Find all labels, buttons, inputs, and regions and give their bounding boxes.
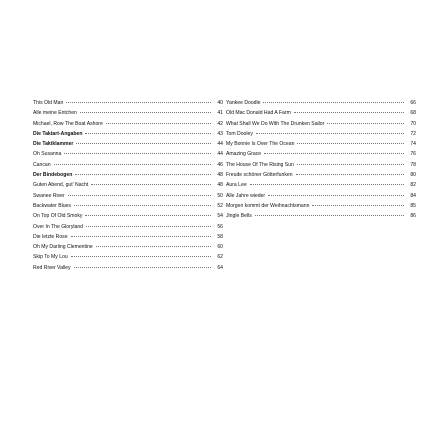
toc-column-left [33, 98, 223, 273]
toc-entry-page: 44 [217, 141, 223, 148]
toc-entry [33, 170, 223, 180]
toc-entry-title: My Bonnie Is Over The Ocean [226, 141, 295, 148]
dot-leader [75, 174, 211, 175]
toc-entry-title: Oh Susanna [33, 151, 62, 158]
toc-entry-page: 86 [410, 213, 416, 220]
toc-entry-title: Amazing Grace [226, 151, 262, 158]
toc-entry-title: Guten Abend, gut' Nacht [33, 182, 89, 189]
toc-entry-page: 68 [410, 110, 416, 117]
dot-leader [106, 123, 211, 124]
toc-entry-title: The House Of The Rising Sun [226, 161, 294, 168]
dot-leader [327, 123, 404, 124]
toc-entry [33, 108, 223, 118]
toc-entry [33, 149, 223, 159]
dot-leader [312, 205, 404, 206]
toc-entry-page: 72 [410, 130, 416, 137]
toc-entry-page: 62 [217, 254, 223, 261]
dot-leader [250, 184, 404, 185]
toc-entry-title: Alle Jahre wieder [226, 192, 266, 199]
toc-entry-page: 46 [217, 161, 223, 168]
dot-leader [80, 112, 211, 113]
toc-entry-title: Swanee River [33, 192, 65, 199]
toc-entry-title: Die letzte Rose [33, 233, 68, 240]
toc-entry [33, 180, 223, 190]
toc-entry-page: 70 [410, 120, 416, 127]
toc-entry [33, 222, 223, 232]
toc-entry [226, 180, 416, 190]
toc-entry-title: Jingle Bells [226, 213, 252, 220]
dot-leader [64, 153, 211, 154]
toc-entry-title: Red River Valley [33, 264, 71, 271]
toc-entry-page: 74 [410, 141, 416, 148]
toc-entry-title: Cancan [33, 161, 51, 168]
toc-entry [33, 242, 223, 252]
dot-leader [85, 215, 211, 216]
toc-entry-title: Freude schöner Götterfunken [226, 172, 293, 179]
toc-entry-page: 40 [217, 100, 223, 106]
toc-entry [226, 108, 416, 118]
toc-column-right [226, 98, 416, 222]
dot-leader [297, 164, 404, 165]
toc-entry-page: 48 [217, 182, 223, 189]
dot-leader [68, 195, 211, 196]
dot-leader [294, 112, 404, 113]
toc-entry-page: 48 [217, 172, 223, 179]
toc-entry-page: 85 [410, 202, 416, 209]
toc-entry [226, 160, 416, 170]
toc-entry [226, 129, 416, 139]
toc-entry-title: Skip To My Lou [33, 254, 68, 261]
toc-entry [226, 211, 416, 221]
toc-entry-title: Yankee Doodle [226, 100, 261, 106]
toc-entry-page: 76 [410, 151, 416, 158]
toc-entry-page: 56 [217, 223, 223, 230]
toc-entry [33, 191, 223, 201]
toc-entry-title: Aura Lee [226, 182, 247, 189]
toc-entry [226, 191, 416, 201]
toc-entry-title: Backwater Blues [33, 202, 71, 209]
toc-entry [33, 119, 223, 129]
dot-leader [296, 174, 404, 175]
toc-entry [33, 139, 223, 149]
toc-entry-title: Die Taktklammer [33, 141, 74, 148]
dot-leader [71, 236, 211, 237]
dot-leader [96, 246, 211, 247]
toc-entry-page: 66 [410, 100, 416, 106]
dot-leader [264, 153, 404, 154]
toc-entry-page: 82 [410, 182, 416, 189]
toc-entry [33, 252, 223, 262]
toc-entry-title: This Old Man [33, 100, 64, 106]
toc-entry-title: Tom Dooley [226, 130, 253, 137]
toc-entry-title: Der Bindebogen [33, 172, 73, 179]
dot-leader [85, 133, 211, 134]
toc-entry-page: 41 [217, 110, 223, 117]
toc-entry-title: Old Mac Donald Had A Farm [226, 110, 291, 117]
dot-leader [74, 267, 211, 268]
dot-leader [74, 205, 211, 206]
dot-leader [54, 164, 211, 165]
dot-leader [66, 102, 211, 103]
toc-entry-title: Oh My Darling Clementine [33, 244, 93, 251]
toc-entry-title: Alle meine Entchen [33, 110, 77, 117]
toc-entry-title: Michael, Row The Boat Ashore [33, 120, 103, 127]
toc-entry [33, 129, 223, 139]
toc-entry-title: Morgen kommt der Weihnachtsmann [226, 202, 310, 209]
toc-entry-page: 50 [217, 192, 223, 199]
toc-entry [226, 119, 416, 129]
toc-entry [226, 139, 416, 149]
toc-entry-title: What Shall We Do With The Drunken Sailor [226, 120, 325, 127]
toc-entry-page: 58 [217, 233, 223, 240]
toc-entry-page: 42 [217, 120, 223, 127]
toc-entry [33, 211, 223, 221]
toc-entry-page: 80 [410, 172, 416, 179]
toc-entry-page: 78 [410, 161, 416, 168]
toc-entry-page: 84 [410, 192, 416, 199]
dot-leader [91, 184, 211, 185]
dot-leader [86, 226, 211, 227]
toc-entry [226, 201, 416, 211]
toc-entry-page: 52 [217, 202, 223, 209]
dot-leader [71, 256, 211, 257]
toc-entry-page: 60 [217, 244, 223, 251]
toc-entry-page: 43 [217, 130, 223, 137]
toc-entry-title: On Top Of Old Smoky [33, 213, 83, 220]
toc-entry [226, 170, 416, 180]
toc-entry [33, 232, 223, 242]
toc-entry [226, 98, 416, 108]
dot-leader [255, 215, 404, 216]
toc-entry-page: 54 [217, 213, 223, 220]
toc-entry [33, 263, 223, 273]
dot-leader [76, 143, 211, 144]
dot-leader [268, 195, 404, 196]
toc-entry-page: 64 [217, 264, 223, 271]
toc-entry [33, 98, 223, 108]
dot-leader [297, 143, 404, 144]
dot-leader [263, 102, 404, 103]
toc-entry-title: Die Taktart-Angaben [33, 130, 83, 137]
toc-entry [226, 149, 416, 159]
dot-leader [256, 133, 404, 134]
toc-entry [33, 201, 223, 211]
toc-entry-page: 44 [217, 151, 223, 158]
toc-entry-title: Over In The Gloryland [33, 223, 84, 230]
toc-entry [33, 160, 223, 170]
